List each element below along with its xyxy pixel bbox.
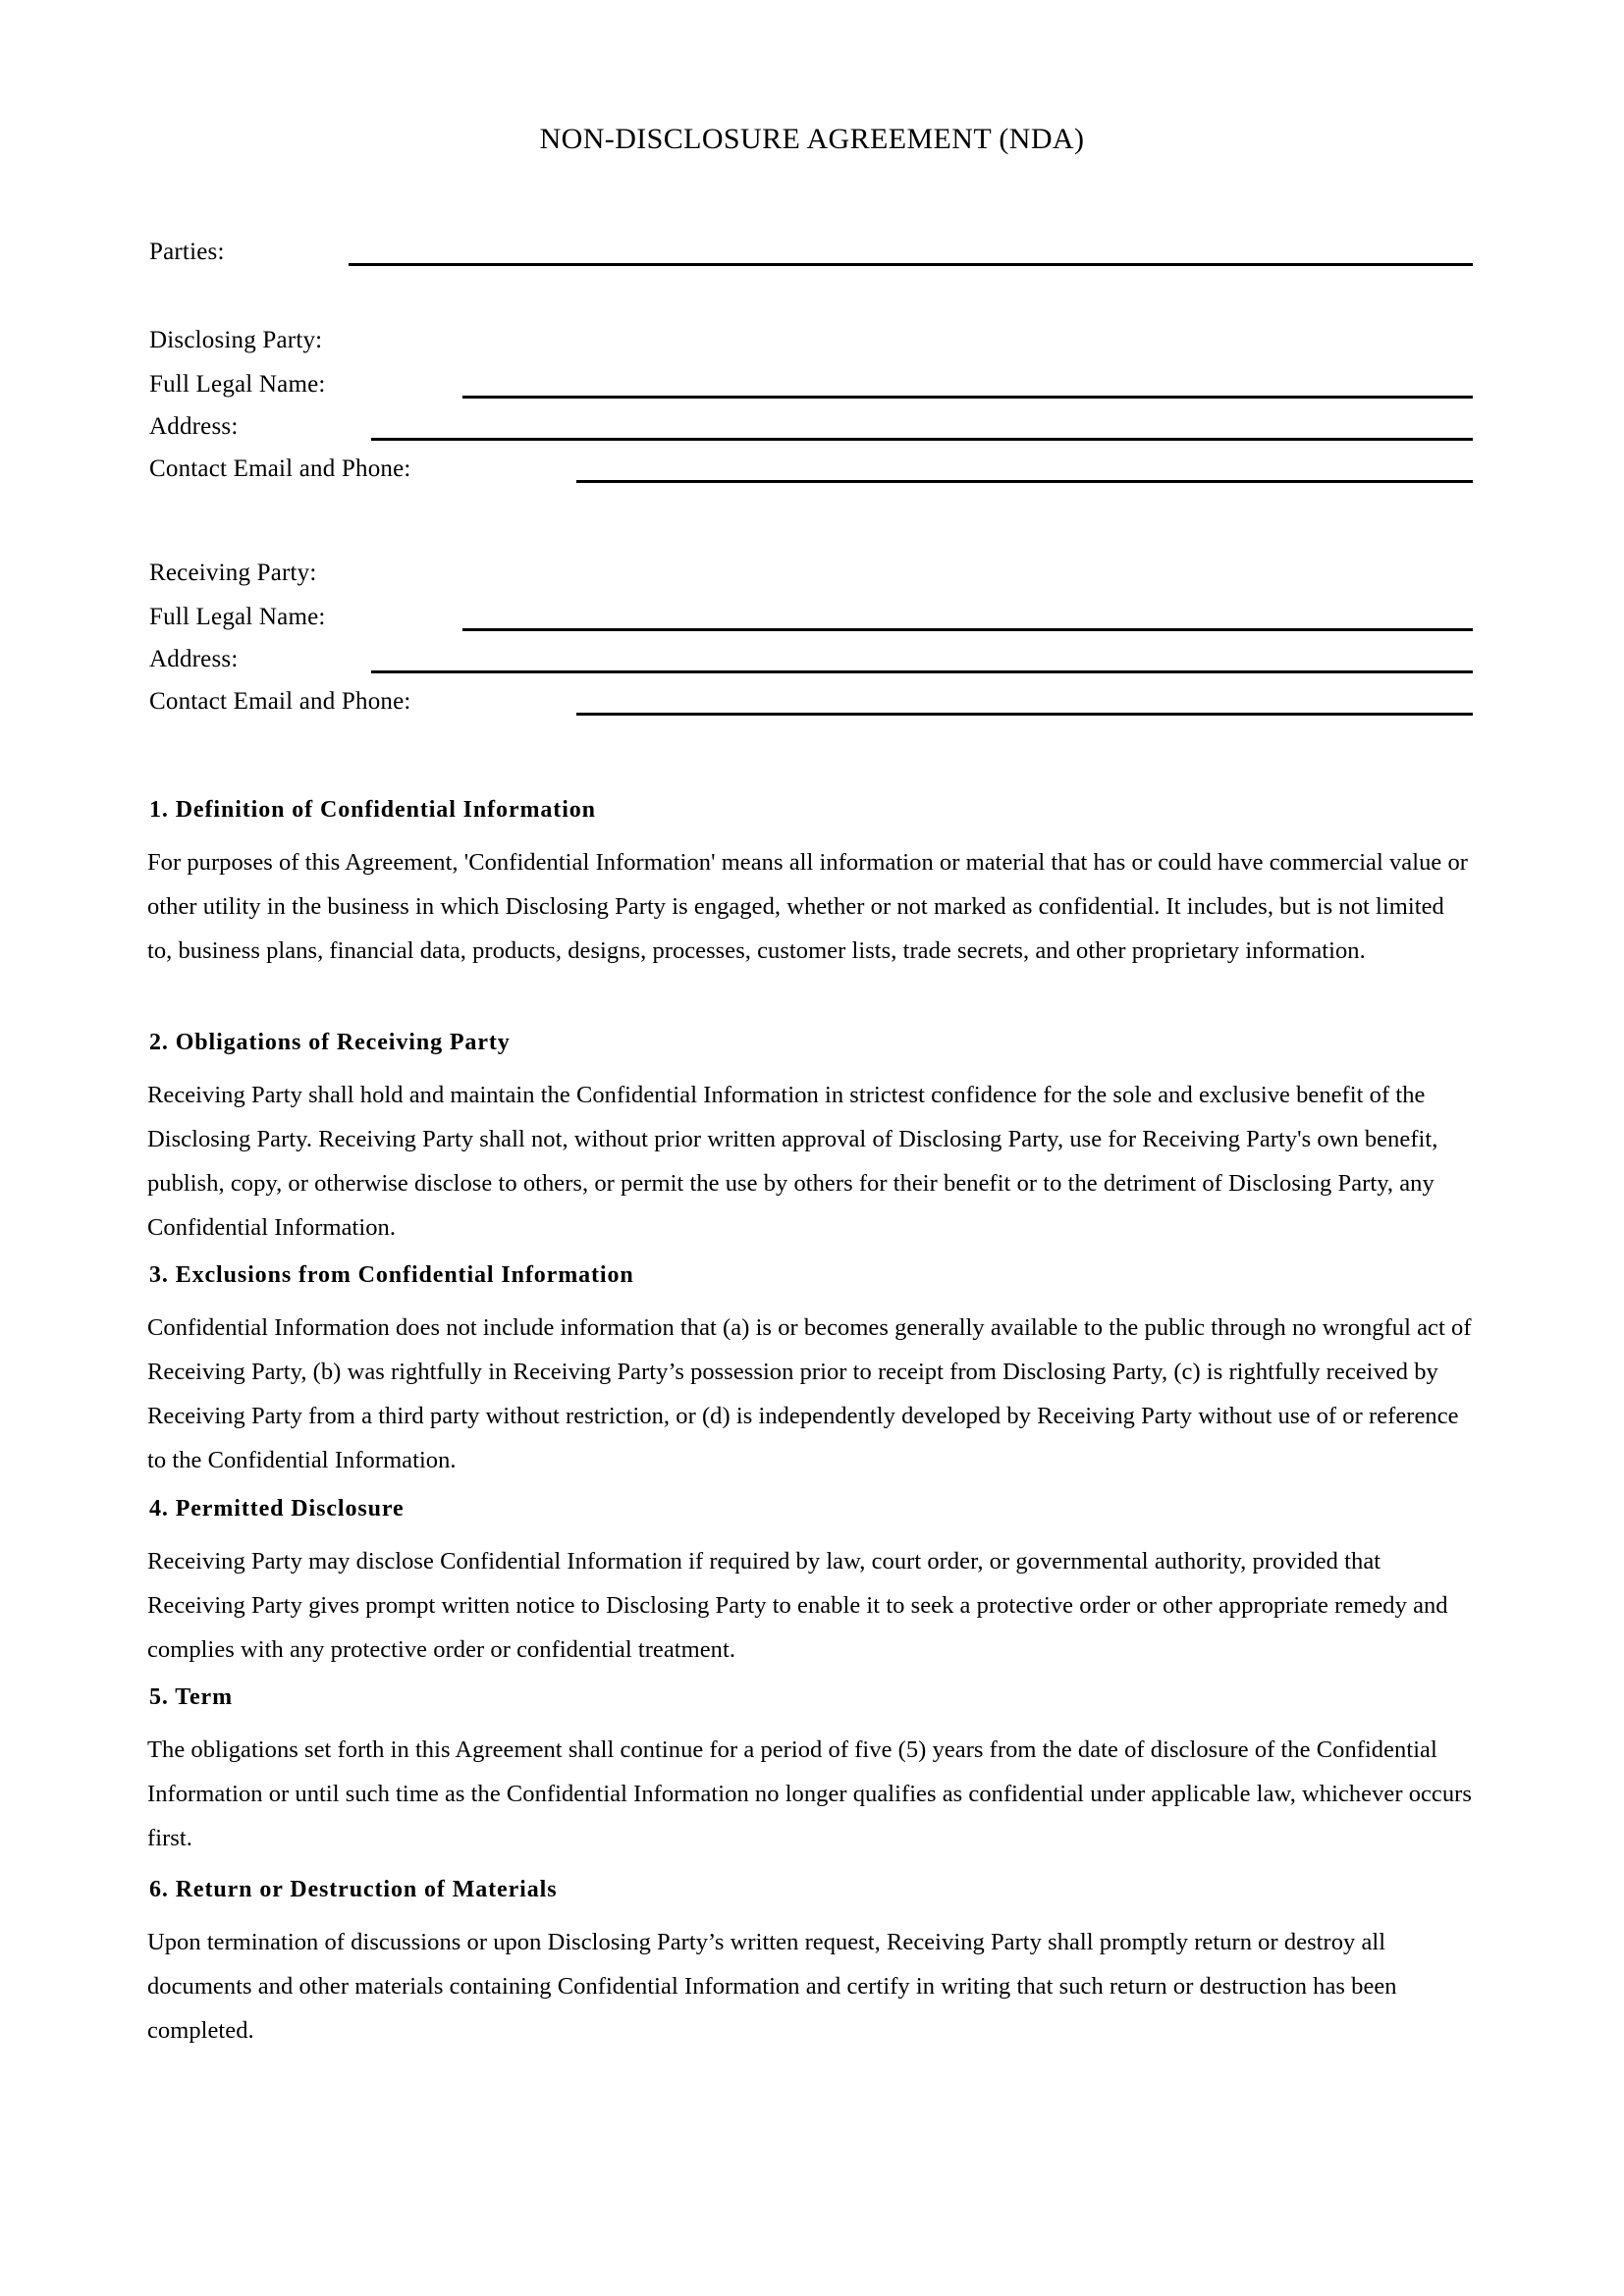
field-row-disclosing-full-legal-name (149, 368, 1473, 401)
section-5-body: The obligations set forth in this Agreement shall continue for a period of five (5) years from the date of disclosure of the Confidential Information or until such time as the Confidential Information no longer qualifies as confidential under applicable law, whichever occurs first. (147, 1736, 1472, 1851)
receiving-contact-label: Contact Email and Phone: (149, 688, 411, 715)
receiving-contact-rule[interactable] (576, 713, 1473, 716)
disclosing-contact-rule[interactable] (576, 480, 1473, 483)
parties-rule[interactable] (349, 263, 1473, 266)
section-3 (147, 1258, 1473, 1482)
receiving-address-label: Address: (149, 646, 239, 672)
disclosing-contact-label: Contact Email and Phone: (149, 455, 411, 482)
page-title: NON-DISCLOSURE AGREEMENT (NDA) (539, 123, 1085, 155)
section-4-heading: 4. Permitted Disclosure (149, 1496, 405, 1522)
disclosing-address-label: Address: (149, 413, 239, 440)
disclosing-full-legal-name-rule[interactable] (462, 396, 1473, 399)
section-6 (147, 1873, 1473, 2053)
section-6-body: Upon termination of discussions or upon Disclosing Party’s written request, Receiving Party shall promptly return or destroy all documents and other materials containing Confidential Information and certify in writing that such return or destruction has been completed. (147, 1929, 1397, 2044)
section-4-body: Receiving Party may disclose Confidential Information if required by law, court order, or governmental authority, provided that Receiving Party gives prompt written notice to Disclosing Party to enable it to seek a protective order or other appropriate remedy and complies with any protective order or confidential treatment. (147, 1548, 1448, 1663)
section-6-heading: 6. Return or Destruction of Materials (149, 1877, 558, 1902)
section-1-body: For purposes of this Agreement, 'Confidential Information' means all information or material that has or could have commercial value or other utility in the business in which Disclosing Party is engaged, whether or not marked as confidential. It includes, but is not limited to, business plans, financial data, products, designs, processes, customer lists, trade secrets, and other proprietary information. (147, 849, 1469, 964)
receiving-full-legal-name-rule[interactable] (462, 628, 1473, 631)
section-5 (147, 1681, 1473, 1860)
receiving-full-legal-name-label: Full Legal Name: (149, 604, 326, 630)
field-row-parties (149, 236, 1473, 269)
section-3-heading: 3. Exclusions from Confidential Information (149, 1262, 634, 1288)
section-1-heading: 1. Definition of Confidential Information (149, 797, 596, 823)
section-3-body: Confidential Information does not include information that (a) is or becomes generally available to the public through no wrongful act of Receiving Party, (b) was rightfully in Receiving Party’s possession prior to receipt from Disclosing Party, (c) is rightfully received by Receiving Party from a third party without restriction, or (d) is independently developed by Receiving Party without use of or reference to the Confidential Information. (147, 1314, 1472, 1473)
receiving-party-heading: Receiving Party: (149, 560, 317, 586)
field-row-disclosing-contact (149, 453, 1473, 486)
field-row-disclosing-address (149, 410, 1473, 444)
section-2-heading: 2. Obligations of Receiving Party (149, 1030, 511, 1055)
section-2 (147, 1026, 1473, 1250)
disclosing-full-legal-name-label: Full Legal Name: (149, 371, 326, 398)
field-row-receiving-address (149, 643, 1473, 676)
field-row-receiving-contact (149, 685, 1473, 719)
section-1 (147, 793, 1473, 973)
section-2-body: Receiving Party shall hold and maintain the Confidential Information in strictest confidence for the sole and exclusive benefit of the Disclosing Party. Receiving Party shall not, without prior written approval of Disclosing Party, use for Receiving Party's own benefit, publish, copy, or otherwise disclose to others, or permit the use by others for their benefit or to the detriment of Disclosing Party, any Confidential Information. (147, 1082, 1438, 1241)
disclosing-party-heading: Disclosing Party: (149, 327, 323, 353)
parties-label: Parties: (149, 239, 225, 265)
field-row-receiving-full-legal-name (149, 601, 1473, 634)
receiving-address-rule[interactable] (371, 670, 1473, 673)
section-4 (147, 1492, 1473, 1672)
disclosing-address-rule[interactable] (371, 438, 1473, 441)
section-5-heading: 5. Term (149, 1684, 233, 1710)
